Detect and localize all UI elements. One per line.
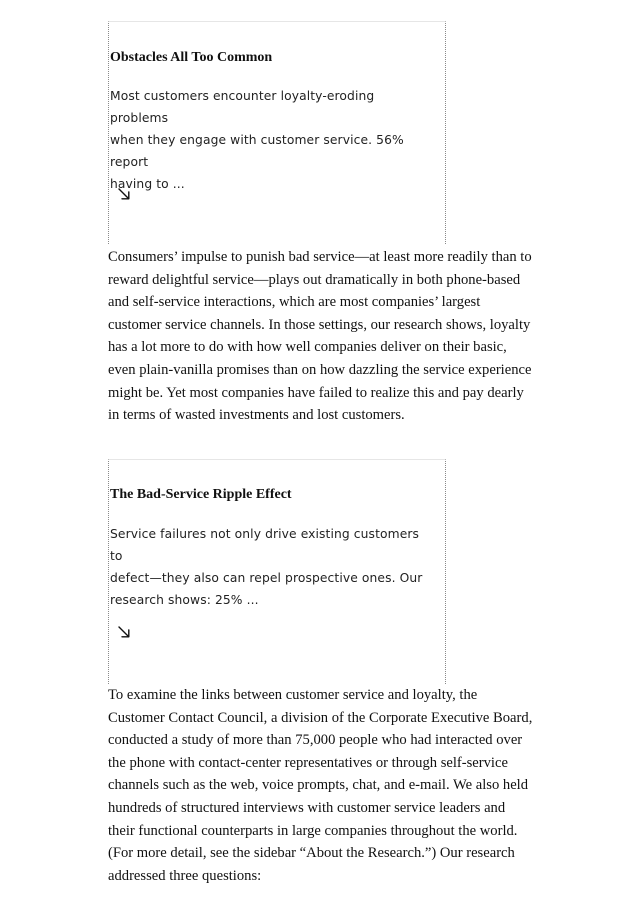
- callout-teaser: [110, 85, 425, 195]
- teaser-line: defect—they also can repel prospective ones. Our: [110, 571, 423, 585]
- teaser-line: Service failures not only drive existing customers to: [110, 527, 420, 563]
- teaser-line: Most customers encounter loyalty-eroding problems: [110, 89, 375, 125]
- arrow-down-right-icon[interactable]: [117, 187, 131, 201]
- body-paragraph: To examine the links between customer service and loyalty, the Customer Contact Council, a division of the Corporate Executive Board, conducted a study of more than 75,000 people who had interacted over the phone with contact-center representatives or through self-service channels such as the web, voice prompts, chat, and e-mail. We also held hundreds of structured interviews with customer service leaders and their functional counterparts in large companies throughout the world. (For more detail, see the sidebar “About the Research.”) Our research addressed three questions:: [108, 687, 533, 884]
- teaser-line: having to ...: [110, 177, 185, 191]
- callout-teaser: [110, 523, 425, 611]
- body-paragraph: Consumers’ impulse to punish bad service—at least more readily than to reward delightful service—plays out dramatically in both phone-based and self-service interactions, which are most companies’ largest customer service channels. In those settings, our research shows, loyalty has a lot more to do with how well companies deliver on their basic, even plain-vanilla promises than on how dazzling the service experience might be. Yet most companies have failed to realize this and pay dearly in terms of wasted investments and lost customers.: [108, 249, 532, 424]
- teaser-line: research shows: 25% ...: [110, 593, 259, 607]
- sidebar-callout-ripple-effect[interactable]: [108, 459, 446, 684]
- sidebar-callout-obstacles[interactable]: [108, 21, 446, 244]
- callout-title: The Bad-Service Ripple Effect: [110, 487, 292, 502]
- callout-title: Obstacles All Too Common: [110, 50, 273, 65]
- teaser-line: when they engage with customer service. 56% report: [110, 133, 404, 169]
- arrow-down-right-icon[interactable]: [117, 625, 131, 639]
